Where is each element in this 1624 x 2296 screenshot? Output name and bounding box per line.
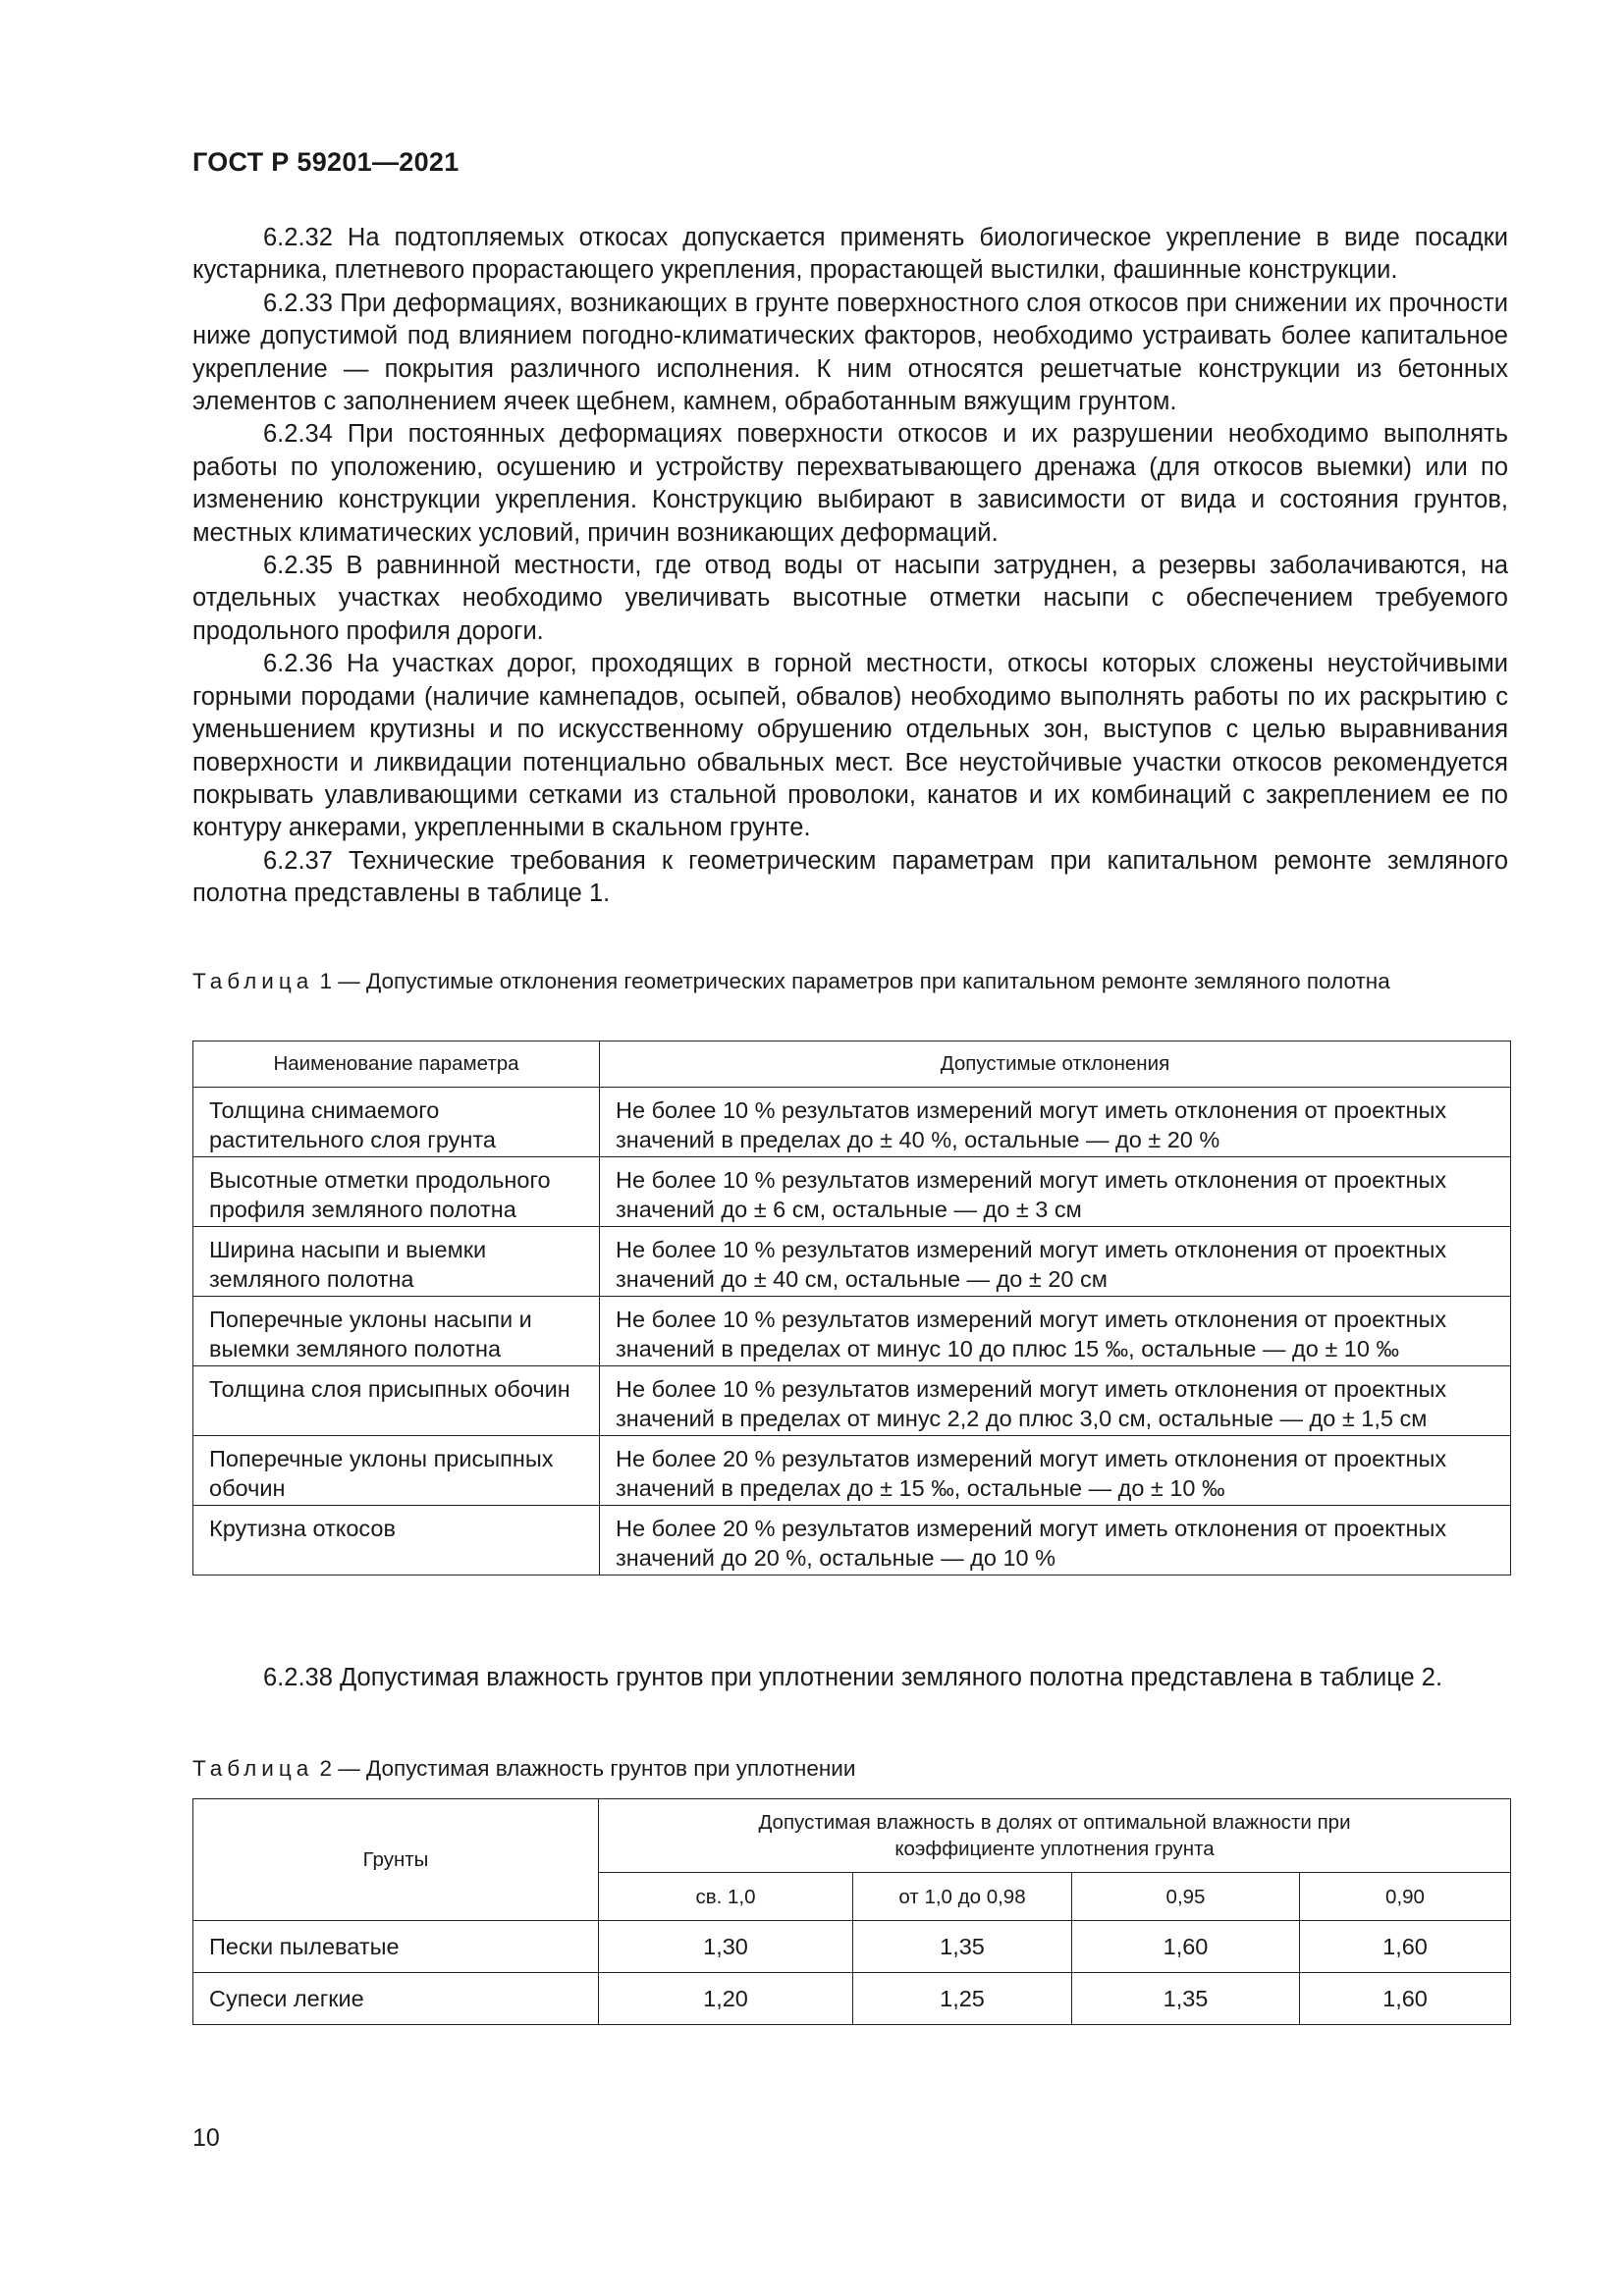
table-header-row [193,1799,1511,1873]
table2-caption-label: Таблица [192,1756,314,1781]
table-cell: 1,25 [853,1973,1072,2025]
table-cell: Не более 20 % результатов измерений могут иметь отклонения от проектных значений в пределах до ± 15 ‰, остальные — до ± 10 ‰ [600,1436,1511,1506]
page-number: 10 [192,2124,220,2152]
table-cell: Высотные отметки продольного профиля земляного полотна [193,1157,600,1227]
table-row [193,1436,1511,1506]
paragraph-6-2-32: 6.2.32 На подтопляемых откосах допускается применять биологическое укрепление в виде посадки кустарника, плетневого прорастающего укрепления, прорастающей выстилки, фашинные конструкции. [192,224,1508,285]
table-header-row [193,1041,1511,1088]
column-header-moisture-group: Допустимая влажность в долях от оптимальной влажности при коэффициенте уплотнения грунта [599,1799,1511,1873]
table-cell: Не более 20 % результатов измерений могут иметь отклонения от проектных значений до 20 %, остальные — до 10 % [600,1506,1511,1575]
table-geometric-deviations [192,1041,1511,1575]
column-header-parameter: Наименование параметра [193,1041,600,1088]
table1-caption-text: 1 — Допустимые отклонения геометрических параметров при капитальном ремонте земляного полотна [313,969,1390,993]
column-header-coef: 0,95 [1072,1873,1300,1921]
table-cell: Пески пылеватые [193,1921,599,1973]
table-cell: Крутизна откосов [193,1506,600,1575]
table1-caption [192,967,1508,995]
column-header-deviations: Допустимые отклонения [600,1041,1511,1088]
table-row [193,1366,1511,1436]
table-cell: Супеси легкие [193,1973,599,2025]
table-cell: 1,60 [1300,1921,1511,1973]
table2-caption [192,1754,1508,1783]
paragraph-6-2-36: 6.2.36 На участках дорог, проходящих в горной местности, откосы которых сложены неустойчивыми горными породами (наличие камнепадов, осыпей, обвалов) необходимо выполнять работы по их раскрытию с уменьшением крутизны и по искусственному обрушению отдельных зон, выступов с целью выравнивания поверхности и ликвидации потенциально обвальных мест. Все неустойчивые участки откосов рекомендуется покрывать улавливающими сетками из стальной проволоки, канатов и их комбинаций с закреплением ее по контуру анкерами, укрепленными в скальном грунте. [192,650,1508,842]
table-cell: Не более 10 % результатов измерений могут иметь отклонения от проектных значений в пределах от минус 10 до плюс 15 ‰, остальные — до ± 10 ‰ [600,1297,1511,1366]
paragraph-6-2-33: 6.2.33 При деформациях, возникающих в грунте поверхностного слоя откосов при снижении их прочности ниже допустимой под влиянием погодно-климатических факторов, необходимо устраивать более капитальное укрепление — покрытия различного исполнения. К ним относятся решетчатые конструкции из бетонных элементов с заполнением ячеек щебнем, камнем, обработанным вяжущим грунтом. [192,289,1508,416]
table-row [193,1088,1511,1157]
table-cell: Не более 10 % результатов измерений могут иметь отклонения от проектных значений до ± 6 см, остальные — до ± 3 см [600,1157,1511,1227]
paragraph-6-2-38: 6.2.38 Допустимая влажность грунтов при уплотнении земляного полотна представлена в таблице 2. [263,1664,1443,1691]
table-cell: Не более 10 % результатов измерений могут иметь отклонения от проектных значений в пределах от минус 2,2 до плюс 3,0 см, остальные — до ± 1,5 см [600,1366,1511,1436]
table-cell: Толщина снимаемого растительного слоя грунта [193,1088,600,1157]
table-cell: 1,60 [1072,1921,1300,1973]
table-row [193,1973,1511,2025]
table-cell: 1,60 [1300,1973,1511,2025]
column-header-soils: Грунты [193,1799,599,1921]
table-cell: Не более 10 % результатов измерений могут иметь отклонения от проектных значений до ± 40 см, остальные — до ± 20 см [600,1227,1511,1297]
paragraph-6-2-35: 6.2.35 В равнинной местности, где отвод воды от насыпи затруднен, а резервы заболачиваются, на отдельных участках необходимо увеличивать высотные отметки насыпи с обеспечением требуемого продольного профиля дороги. [192,552,1508,645]
table-row [193,1157,1511,1227]
table-cell: Не более 10 % результатов измерений могут иметь отклонения от проектных значений в пределах до ± 40 %, остальные — до ± 20 % [600,1088,1511,1157]
table-row [193,1297,1511,1366]
table-row [193,1506,1511,1575]
document-header: ГОСТ Р 59201—2021 [192,147,460,177]
table-cell: 1,35 [1072,1973,1300,2025]
table-soil-moisture [192,1798,1511,2025]
table-cell: 1,35 [853,1921,1072,1973]
column-header-coef: от 1,0 до 0,98 [853,1873,1072,1921]
table-row [193,1227,1511,1297]
paragraph-6-2-34: 6.2.34 При постоянных деформациях поверхности откосов и их разрушении необходимо выполнять работы по уположению, осушению и устройству перехватывающего дренажа (для откосов выемки) или по изменению конструкции укрепления. Конструкцию выбирают в зависимости от вида и состояния грунтов, местных климатических условий, причин возникающих деформаций. [192,420,1508,547]
body-text [192,222,1508,911]
table-cell: Ширина насыпи и выемки земляного полотна [193,1227,600,1297]
table-cell: Поперечные уклоны присыпных обочин [193,1436,600,1506]
paragraph-6-2-37: 6.2.37 Технические требования к геометрическим параметрам при капитальном ремонте земляного полотна представлены в таблице 1. [192,846,1508,908]
table-row [193,1921,1511,1973]
column-header-coef: 0,90 [1300,1873,1511,1921]
table1-caption-label: Таблица [192,969,314,993]
table-cell: 1,30 [599,1921,853,1973]
table-cell: Поперечные уклоны насыпи и выемки земляного полотна [193,1297,600,1366]
table2-caption-text: 2 — Допустимая влажность грунтов при уплотнении [313,1756,856,1781]
table-cell: Толщина слоя присыпных обочин [193,1366,600,1436]
column-header-coef: св. 1,0 [599,1873,853,1921]
table-cell: 1,20 [599,1973,853,2025]
